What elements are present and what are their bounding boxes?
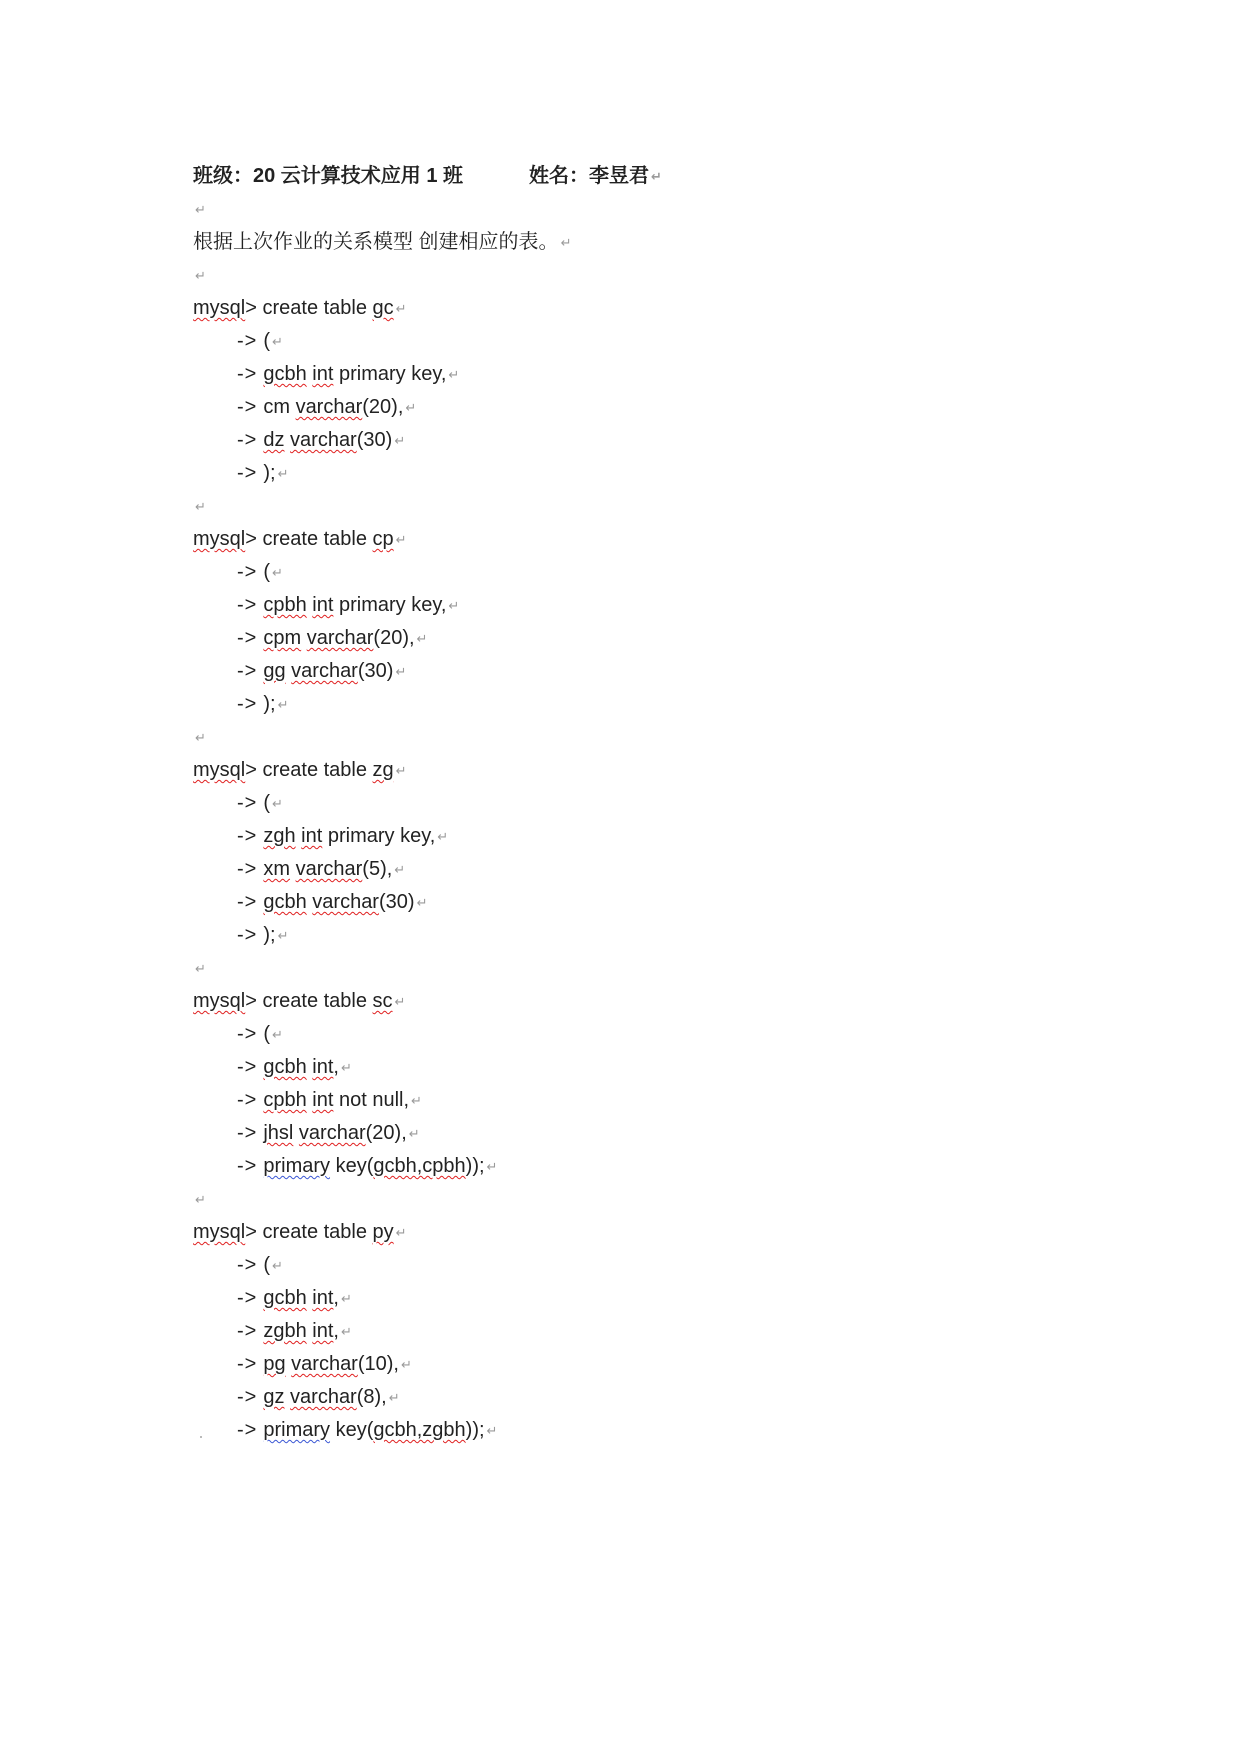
- sql-token: varchar: [295, 858, 363, 880]
- sql-token: gcbh: [263, 363, 307, 385]
- sql-continuation-line: [193, 1117, 1093, 1150]
- paragraph-mark-icon: ↵: [272, 565, 283, 580]
- continuation-prompt: ->: [237, 462, 258, 484]
- prompt-symbol: >: [245, 1221, 257, 1243]
- paragraph-mark-icon: ↵: [448, 367, 460, 382]
- command-text: create table: [256, 759, 373, 781]
- continuation-prompt: ->: [237, 1386, 258, 1408]
- table-name: sc: [372, 990, 393, 1012]
- table-name: zg: [372, 759, 394, 781]
- blank-line: [193, 721, 1093, 754]
- paragraph-mark-icon: ↵: [395, 532, 407, 547]
- sql-token: (30): [378, 891, 415, 913]
- name-label: 姓名：李昱君: [529, 165, 650, 187]
- paragraph-mark-icon: ↵: [405, 400, 417, 415]
- continuation-prompt: ->: [237, 1419, 258, 1441]
- continuation-prompt: ->: [237, 330, 258, 352]
- paragraph-mark-icon: ↵: [395, 1225, 407, 1240]
- continuation-prompt: ->: [237, 1353, 258, 1375]
- continuation-prompt: ->: [237, 1254, 258, 1276]
- paragraph-mark-icon: ↵: [448, 598, 460, 613]
- sql-token: ,: [333, 1056, 339, 1078]
- continuation-prompt: ->: [237, 891, 258, 913]
- sql-token: (5),: [362, 858, 393, 880]
- continuation-prompt: ->: [237, 825, 258, 847]
- sql-token: ,: [333, 1320, 339, 1342]
- sql-token: zgbh: [263, 1320, 307, 1342]
- sql-continuation-line: [193, 622, 1093, 655]
- table-name: cp: [372, 528, 394, 550]
- sql-continuation-line: [193, 1051, 1093, 1084]
- sql-continuation-line: [193, 787, 1093, 820]
- command-text: create table: [256, 1221, 373, 1243]
- paragraph-mark-icon: ↵: [195, 499, 206, 514]
- blank-line: [193, 259, 1093, 292]
- sql-token: jhsl: [263, 1122, 294, 1144]
- paragraph-mark-icon: ↵: [408, 1126, 420, 1141]
- sql-token: gcbh: [263, 1287, 307, 1309]
- paragraph-mark-icon: ↵: [340, 1324, 352, 1339]
- paragraph-mark-icon: ↵: [272, 1027, 283, 1042]
- sql-token: varchar: [291, 1353, 358, 1375]
- sql-blocks: [193, 292, 1093, 1447]
- command-text: create table: [256, 528, 373, 550]
- intro-line: [193, 226, 1093, 259]
- sql-token: varchar: [295, 396, 363, 418]
- mysql-prompt: mysql: [193, 297, 246, 319]
- paragraph-mark-icon: ↵: [272, 1258, 283, 1273]
- blank-line: [193, 1183, 1093, 1216]
- sql-token: cm: [263, 396, 296, 418]
- sql-continuation-line: [193, 391, 1093, 424]
- paragraph-mark-icon: ↵: [394, 433, 406, 448]
- paragraph-mark-icon: ↵: [395, 763, 407, 778]
- sql-continuation-line: [193, 358, 1093, 391]
- class-label: 班级：20 云计算技术应用 1 班: [193, 165, 464, 187]
- paragraph-mark-icon: ↵: [195, 730, 206, 745]
- continuation-prompt: ->: [237, 561, 258, 583]
- sql-token: gz: [263, 1386, 285, 1408]
- sql-command-line: [193, 754, 1093, 787]
- sql-token: primary key,: [333, 594, 447, 616]
- sql-token: gg: [263, 660, 286, 682]
- intro-text: 根据上次作业的关系模型 创建相应的表。: [193, 231, 559, 253]
- prompt-symbol: >: [245, 759, 257, 781]
- continuation-prompt: ->: [237, 1023, 258, 1045]
- mysql-prompt: mysql: [193, 990, 246, 1012]
- sql-continuation-line: [193, 1381, 1093, 1414]
- sql-token: key(: [330, 1155, 374, 1177]
- paragraph-mark-icon: ↵: [277, 697, 289, 712]
- paragraph-mark-icon: ↵: [195, 961, 206, 976]
- continuation-prompt: ->: [237, 396, 258, 418]
- sql-continuation-line: [193, 820, 1093, 853]
- sql-continuation-line: [193, 1084, 1093, 1117]
- sql-token: (: [263, 1023, 271, 1045]
- sql-token: );: [263, 924, 276, 946]
- continuation-prompt: ->: [237, 792, 258, 814]
- sql-continuation-line: [193, 688, 1093, 721]
- sql-block-py: [193, 1216, 1093, 1447]
- sql-token: zgh: [263, 825, 296, 847]
- paragraph-mark-icon: ↵: [416, 895, 428, 910]
- paragraph-mark-icon: ↵: [272, 334, 283, 349]
- sql-continuation-line: [193, 1018, 1093, 1051]
- sql-command-line: [193, 985, 1093, 1018]
- sql-continuation-line: [193, 853, 1093, 886]
- paragraph-mark-icon: ↵: [560, 235, 572, 250]
- continuation-prompt: ->: [237, 1089, 258, 1111]
- paragraph-mark-icon: ↵: [400, 1357, 412, 1372]
- sql-continuation-line: [193, 1282, 1093, 1315]
- document-body: [193, 160, 1093, 1447]
- sql-token: int: [312, 1056, 334, 1078]
- page-speck: [200, 1436, 202, 1438]
- sql-continuation-line: [193, 424, 1093, 457]
- sql-token: not null,: [333, 1089, 410, 1111]
- sql-continuation-line: [193, 886, 1093, 919]
- sql-token: primary: [263, 1419, 331, 1441]
- continuation-prompt: ->: [237, 594, 258, 616]
- sql-continuation-line: [193, 919, 1093, 952]
- sql-token: (20),: [365, 1122, 407, 1144]
- sql-continuation-line: [193, 457, 1093, 490]
- paragraph-mark-icon: ↵: [411, 1093, 422, 1108]
- sql-command-line: [193, 1216, 1093, 1249]
- paragraph-mark-icon: ↵: [416, 631, 428, 646]
- sql-token: gcbh,zgbh: [373, 1419, 466, 1441]
- sql-token: (: [263, 792, 271, 814]
- sql-token: (30): [357, 660, 394, 682]
- sql-token: int: [312, 1287, 334, 1309]
- sql-token: int: [312, 363, 334, 385]
- prompt-symbol: >: [245, 990, 257, 1012]
- paragraph-mark-icon: ↵: [388, 1390, 400, 1405]
- prompt-symbol: >: [245, 528, 257, 550]
- sql-token: primary key,: [322, 825, 436, 847]
- sql-token: varchar: [290, 1386, 357, 1408]
- sql-token: (20),: [362, 396, 404, 418]
- mysql-prompt: mysql: [193, 1221, 246, 1243]
- sql-token: (20),: [373, 627, 415, 649]
- sql-token: int: [301, 825, 323, 847]
- paragraph-mark-icon: ↵: [340, 1291, 352, 1306]
- sql-command-line: [193, 292, 1093, 325]
- prompt-symbol: >: [245, 297, 257, 319]
- continuation-prompt: ->: [237, 1056, 258, 1078]
- paragraph-mark-icon: ↵: [437, 829, 449, 844]
- mysql-prompt: mysql: [193, 759, 246, 781]
- sql-continuation-line: [193, 1150, 1093, 1183]
- paragraph-mark-icon: ↵: [395, 301, 407, 316]
- sql-token: (: [263, 330, 271, 352]
- sql-token: (: [263, 1254, 271, 1276]
- sql-token: ));: [465, 1419, 485, 1441]
- continuation-prompt: ->: [237, 1287, 258, 1309]
- mysql-prompt: mysql: [193, 528, 246, 550]
- paragraph-mark-icon: ↵: [272, 796, 283, 811]
- sql-token: cpbh: [263, 1089, 307, 1111]
- continuation-prompt: ->: [237, 1155, 258, 1177]
- sql-token: gcbh: [263, 891, 307, 913]
- paragraph-mark-icon: ↵: [195, 268, 206, 283]
- sql-token: cpbh: [263, 594, 307, 616]
- paragraph-mark-icon: ↵: [395, 664, 407, 679]
- paragraph-mark-icon: ↵: [277, 928, 289, 943]
- sql-token: primary key,: [333, 363, 447, 385]
- sql-token: (30): [356, 429, 393, 451]
- sql-block-gc: [193, 292, 1093, 523]
- sql-token: int: [312, 594, 334, 616]
- sql-token: gcbh: [263, 1056, 307, 1078]
- sql-continuation-line: [193, 1414, 1093, 1447]
- table-name: py: [372, 1221, 394, 1243]
- blank-line: [193, 490, 1093, 523]
- sql-continuation-line: [193, 655, 1093, 688]
- continuation-prompt: ->: [237, 363, 258, 385]
- sql-command-line: [193, 523, 1093, 556]
- sql-token: varchar: [290, 429, 357, 451]
- paragraph-mark-icon: ↵: [651, 169, 662, 184]
- command-text: create table: [256, 297, 373, 319]
- sql-token: dz: [263, 429, 285, 451]
- sql-token: gcbh,cpbh: [373, 1155, 466, 1177]
- sql-continuation-line: [193, 1249, 1093, 1282]
- paragraph-mark-icon: ↵: [340, 1060, 352, 1075]
- paragraph-mark-icon: ↵: [195, 202, 206, 217]
- blank-line: [193, 952, 1093, 985]
- continuation-prompt: ->: [237, 429, 258, 451]
- paragraph-mark-icon: ↵: [195, 1192, 206, 1207]
- paragraph-mark-icon: ↵: [277, 466, 289, 481]
- sql-token: key(: [330, 1419, 374, 1441]
- sql-token: ));: [465, 1155, 485, 1177]
- sql-token: varchar: [298, 1122, 366, 1144]
- sql-token: (10),: [357, 1353, 399, 1375]
- sql-token: );: [263, 462, 276, 484]
- sql-token: xm: [263, 858, 291, 880]
- sql-continuation-line: [193, 556, 1093, 589]
- paragraph-mark-icon: ↵: [394, 994, 406, 1009]
- sql-token: primary: [263, 1155, 331, 1177]
- paragraph-mark-icon: ↵: [486, 1159, 498, 1174]
- sql-token: int: [312, 1089, 334, 1111]
- sql-token: varchar: [312, 891, 379, 913]
- sql-token: (: [263, 561, 271, 583]
- sql-block-zg: [193, 754, 1093, 985]
- table-name: gc: [372, 297, 394, 319]
- sql-continuation-line: [193, 589, 1093, 622]
- sql-token: pg: [263, 1353, 286, 1375]
- sql-continuation-line: [193, 1315, 1093, 1348]
- continuation-prompt: ->: [237, 660, 258, 682]
- sql-token: (8),: [356, 1386, 387, 1408]
- sql-block-cp: [193, 523, 1093, 754]
- sql-token: ,: [333, 1287, 339, 1309]
- header-line: [193, 160, 1093, 193]
- paragraph-mark-icon: ↵: [486, 1423, 498, 1438]
- sql-token: varchar: [306, 627, 374, 649]
- continuation-prompt: ->: [237, 693, 258, 715]
- continuation-prompt: ->: [237, 1122, 258, 1144]
- sql-token: int: [312, 1320, 334, 1342]
- sql-continuation-line: [193, 1348, 1093, 1381]
- sql-block-sc: [193, 985, 1093, 1216]
- continuation-prompt: ->: [237, 1320, 258, 1342]
- paragraph-mark-icon: ↵: [394, 862, 406, 877]
- continuation-prompt: ->: [237, 627, 258, 649]
- sql-token: cpm: [263, 627, 302, 649]
- continuation-prompt: ->: [237, 924, 258, 946]
- blank-line: [193, 193, 1093, 226]
- command-text: create table: [256, 990, 373, 1012]
- sql-token: varchar: [291, 660, 358, 682]
- sql-continuation-line: [193, 325, 1093, 358]
- continuation-prompt: ->: [237, 858, 258, 880]
- sql-token: );: [263, 693, 276, 715]
